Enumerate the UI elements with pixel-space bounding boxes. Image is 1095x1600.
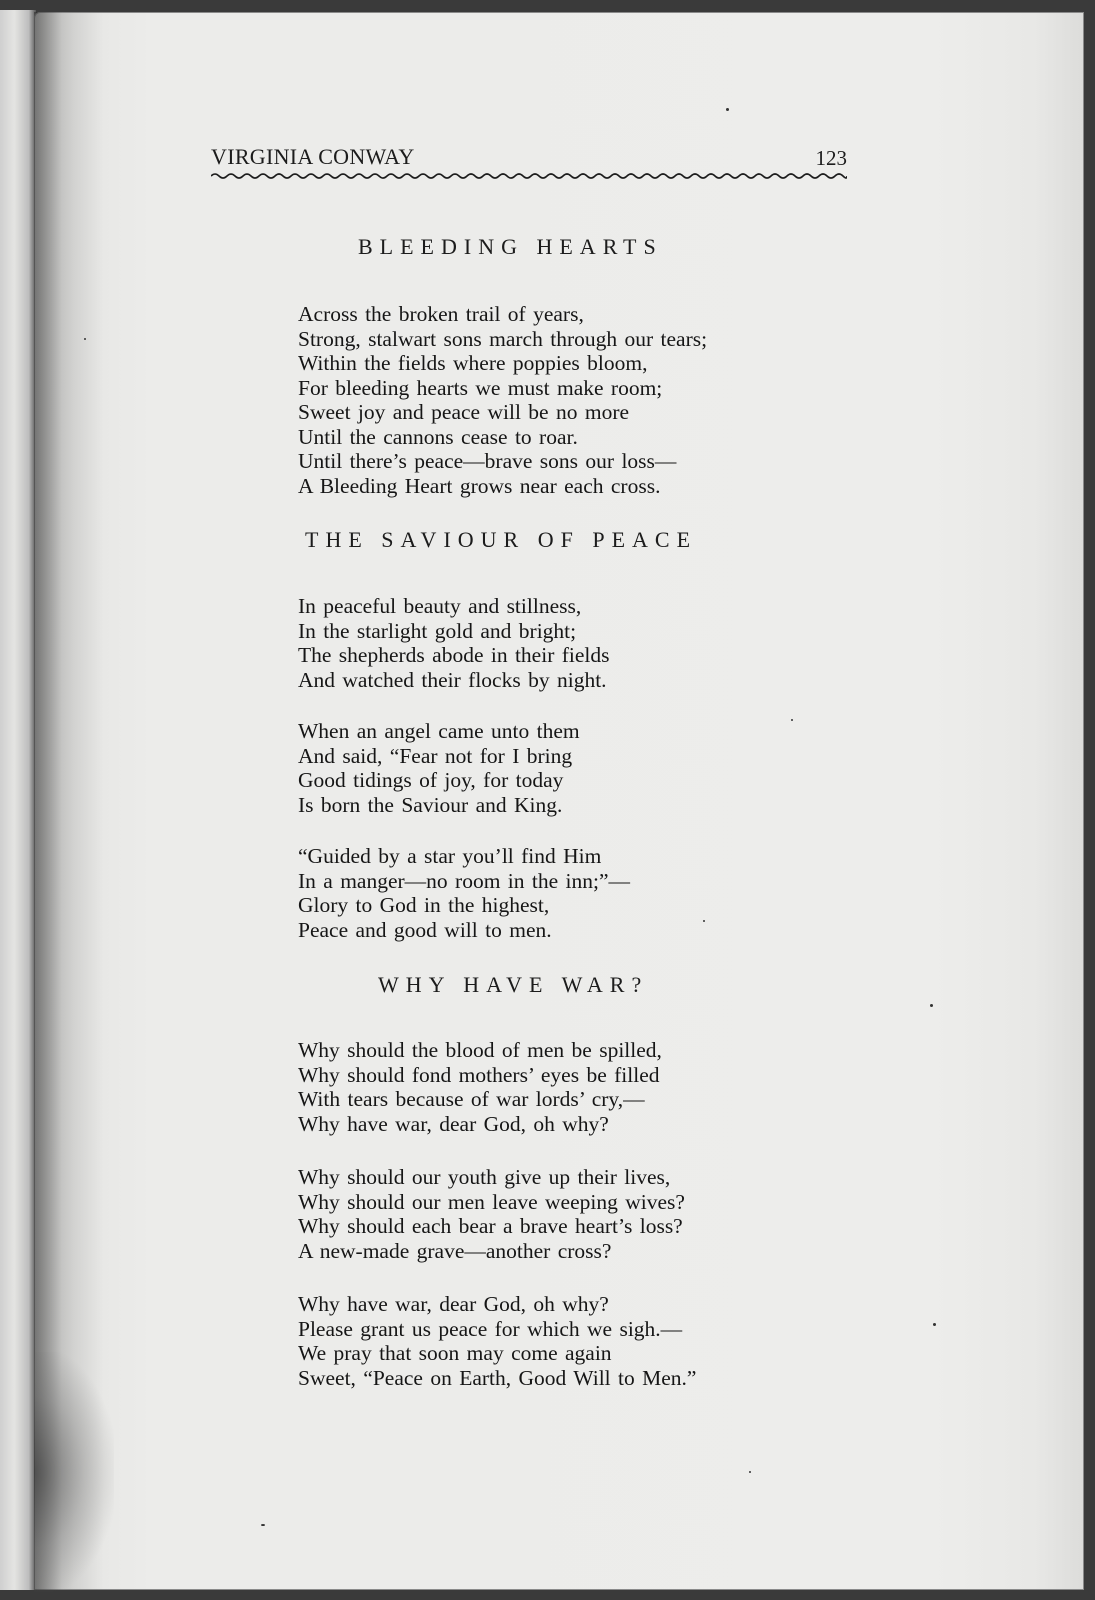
poem-line: Until there’s peace—brave sons our loss— xyxy=(298,449,677,473)
poem-line: “Guided by a star you’ll find Him xyxy=(298,844,602,868)
binding-shadow xyxy=(34,12,104,1590)
poem-line: In the starlight gold and bright; xyxy=(298,618,577,643)
dust-speck xyxy=(261,1524,265,1526)
stanza-why-have-war-2 xyxy=(298,1165,685,1263)
poem-line: Until the cannons cease to roar. xyxy=(298,424,578,449)
poem-line: Is born the Saviour and King. xyxy=(298,792,563,817)
previous-page-edge xyxy=(0,10,36,1590)
poem-line: Peace and good will to men. xyxy=(298,917,552,942)
poem-line: Why should our youth give up their lives, xyxy=(298,1165,671,1189)
poem-line: Strong, stalwart sons march through our tears; xyxy=(298,326,708,351)
stanza-bleeding-hearts-1 xyxy=(298,302,707,498)
poem-title-bleeding-hearts: BLEEDING HEARTS xyxy=(358,234,663,259)
binding-smudge xyxy=(34,1352,114,1592)
poem-line: Glory to God in the highest, xyxy=(298,893,550,917)
poem-line: A Bleeding Heart grows near each cross. xyxy=(298,473,661,498)
poem-title-why-have-war: WHY HAVE WAR? xyxy=(378,972,649,997)
poem-line: Why have war, dear God, oh why? xyxy=(298,1111,609,1136)
wavy-rule xyxy=(211,172,847,180)
dust-speck xyxy=(791,719,793,721)
poem-line: Why should the blood of men be spilled, xyxy=(298,1038,662,1062)
poem-line: And said, “Fear not for I bring xyxy=(298,743,573,768)
dust-speck xyxy=(84,338,86,340)
poem-line: In peaceful beauty and stillness, xyxy=(298,594,582,618)
poem-line: In a manger—no room in the inn;”— xyxy=(298,868,631,893)
stanza-why-have-war-1 xyxy=(298,1038,662,1136)
poem-line: Sweet, “Peace on Earth, Good Will to Men.” xyxy=(298,1365,697,1390)
running-head xyxy=(211,144,847,184)
poem-line: Why have war, dear God, oh why? xyxy=(298,1292,609,1316)
poem-line: A new-made grave—another cross? xyxy=(298,1238,612,1263)
running-head-title: VIRGINIA CONWAY xyxy=(211,144,415,169)
poem-line: Across the broken trail of years, xyxy=(298,302,584,326)
dust-speck xyxy=(749,1471,751,1473)
stanza-saviour-3 xyxy=(298,844,630,942)
poem-title-saviour-of-peace: THE SAVIOUR OF PEACE xyxy=(305,527,698,552)
poem-line: Why should our men leave weeping wives? xyxy=(298,1189,685,1214)
dust-speck xyxy=(930,1004,933,1007)
dust-speck xyxy=(726,108,729,111)
poem-line: We pray that soon may come again xyxy=(298,1341,612,1365)
stanza-saviour-2 xyxy=(298,719,580,817)
dust-speck xyxy=(933,1323,936,1326)
poem-line: Please grant us peace for which we sigh.— xyxy=(298,1316,683,1341)
poem-line: Why should each bear a brave heart’s loss? xyxy=(298,1214,683,1238)
stanza-saviour-1 xyxy=(298,594,610,692)
poem-line: Sweet joy and peace will be no more xyxy=(298,400,630,424)
poem-line: Within the fields where poppies bloom, xyxy=(298,351,648,375)
poem-line: And watched their flocks by night. xyxy=(298,667,607,692)
poem-line: For bleeding hearts we must make room; xyxy=(298,375,663,400)
poem-line: When an angel came unto them xyxy=(298,719,580,743)
poem-line: With tears because of war lords’ cry,— xyxy=(298,1087,645,1111)
poem-line: Why should fond mothers’ eyes be filled xyxy=(298,1062,660,1087)
page-number: 123 xyxy=(815,146,847,170)
poem-line: Good tidings of joy, for today xyxy=(298,768,564,792)
stanza-why-have-war-3 xyxy=(298,1292,696,1390)
dust-speck xyxy=(703,920,705,922)
book-page xyxy=(34,12,1084,1590)
poem-line: The shepherds abode in their fields xyxy=(298,643,610,667)
